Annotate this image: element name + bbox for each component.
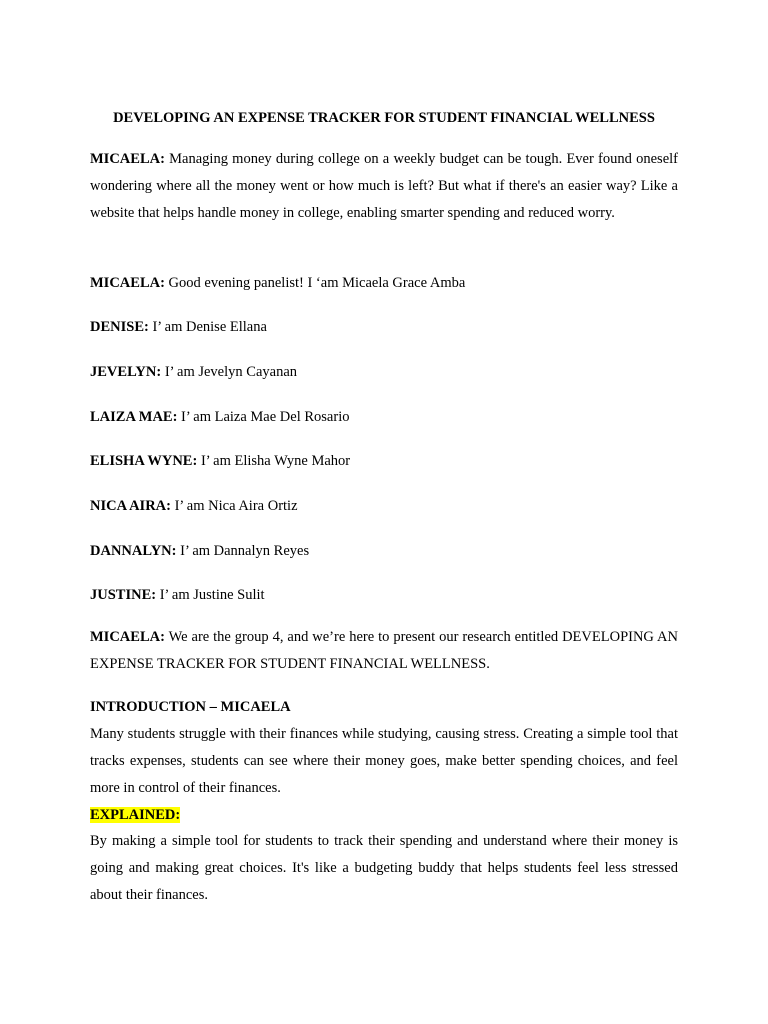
speaker-label: MICAELA: [90,151,165,167]
intro-text: I’ am Dannalyn Reyes [180,543,310,559]
intro-line-jevelyn [90,362,678,382]
intro-line-denise [90,317,678,337]
introduction-heading: INTRODUCTION – MICAELA [90,699,291,715]
intro-text: I’ am Jevelyn Cayanan [164,364,298,380]
speaker-label: DENISE: [90,319,149,335]
paragraph-text: Managing money during college on a weekly budget can be tough. Ever found oneself wondering where all the money went or how much is left? But what if there's an easier way? Like a website that helps handle money in college, enabling smarter spending and reduced worry. [90,151,678,221]
intro-text: I’ am Denise Ellana [152,319,267,335]
speaker-label: JEVELYN: [90,364,162,380]
speaker-label: NICA AIRA: [90,498,171,514]
speaker-label: ELISHA WYNE: [90,453,198,469]
explained-heading: EXPLAINED: [90,807,181,823]
intro-line-nica-aira [90,496,678,516]
explained-heading-row [90,805,678,825]
document-title: DEVELOPING AN EXPENSE TRACKER FOR STUDENT FINANCIAL WELLNESS [113,110,655,126]
explained-paragraph: By making a simple tool for students to track their spending and understand where their money is going and making great choices. It's like a budgeting buddy that helps students feel less stressed about their finances. [90,833,678,903]
speaker-label: DANNALYN: [90,543,177,559]
intro-text: I’ am Justine Sulit [159,587,265,603]
intro-line-laiza-mae [90,407,678,427]
intro-text: Good evening panelist! I ‘am Micaela Grace Amba [168,275,466,291]
introduction-paragraph: Many students struggle with their finances while studying, causing stress. Creating a simple tool that tracks expenses, students can see where their money goes, make better spending choices, and feel more in control of their finances. [90,726,678,796]
opening-paragraph [90,146,678,227]
intro-line-justine [90,585,678,605]
paragraph-text: We are the group 4, and we’re here to present our research entitled DEVELOPING AN EXPENSE TRACKER FOR STUDENT FINANCIAL WELLNESS. [90,629,678,672]
intro-text: I’ am Nica Aira Ortiz [174,498,298,514]
speaker-label: MICAELA: [90,275,165,291]
speaker-label: JUSTINE: [90,587,157,603]
intro-line-micaela [90,273,678,293]
intro-line-dannalyn [90,541,678,561]
intro-line-elisha-wyne [90,451,678,471]
group-paragraph [90,624,678,678]
intro-text: I’ am Laiza Mae Del Rosario [181,409,350,425]
speaker-label: MICAELA: [90,629,165,645]
speaker-label: LAIZA MAE: [90,409,178,425]
intro-text: I’ am Elisha Wyne Mahor [200,453,351,469]
